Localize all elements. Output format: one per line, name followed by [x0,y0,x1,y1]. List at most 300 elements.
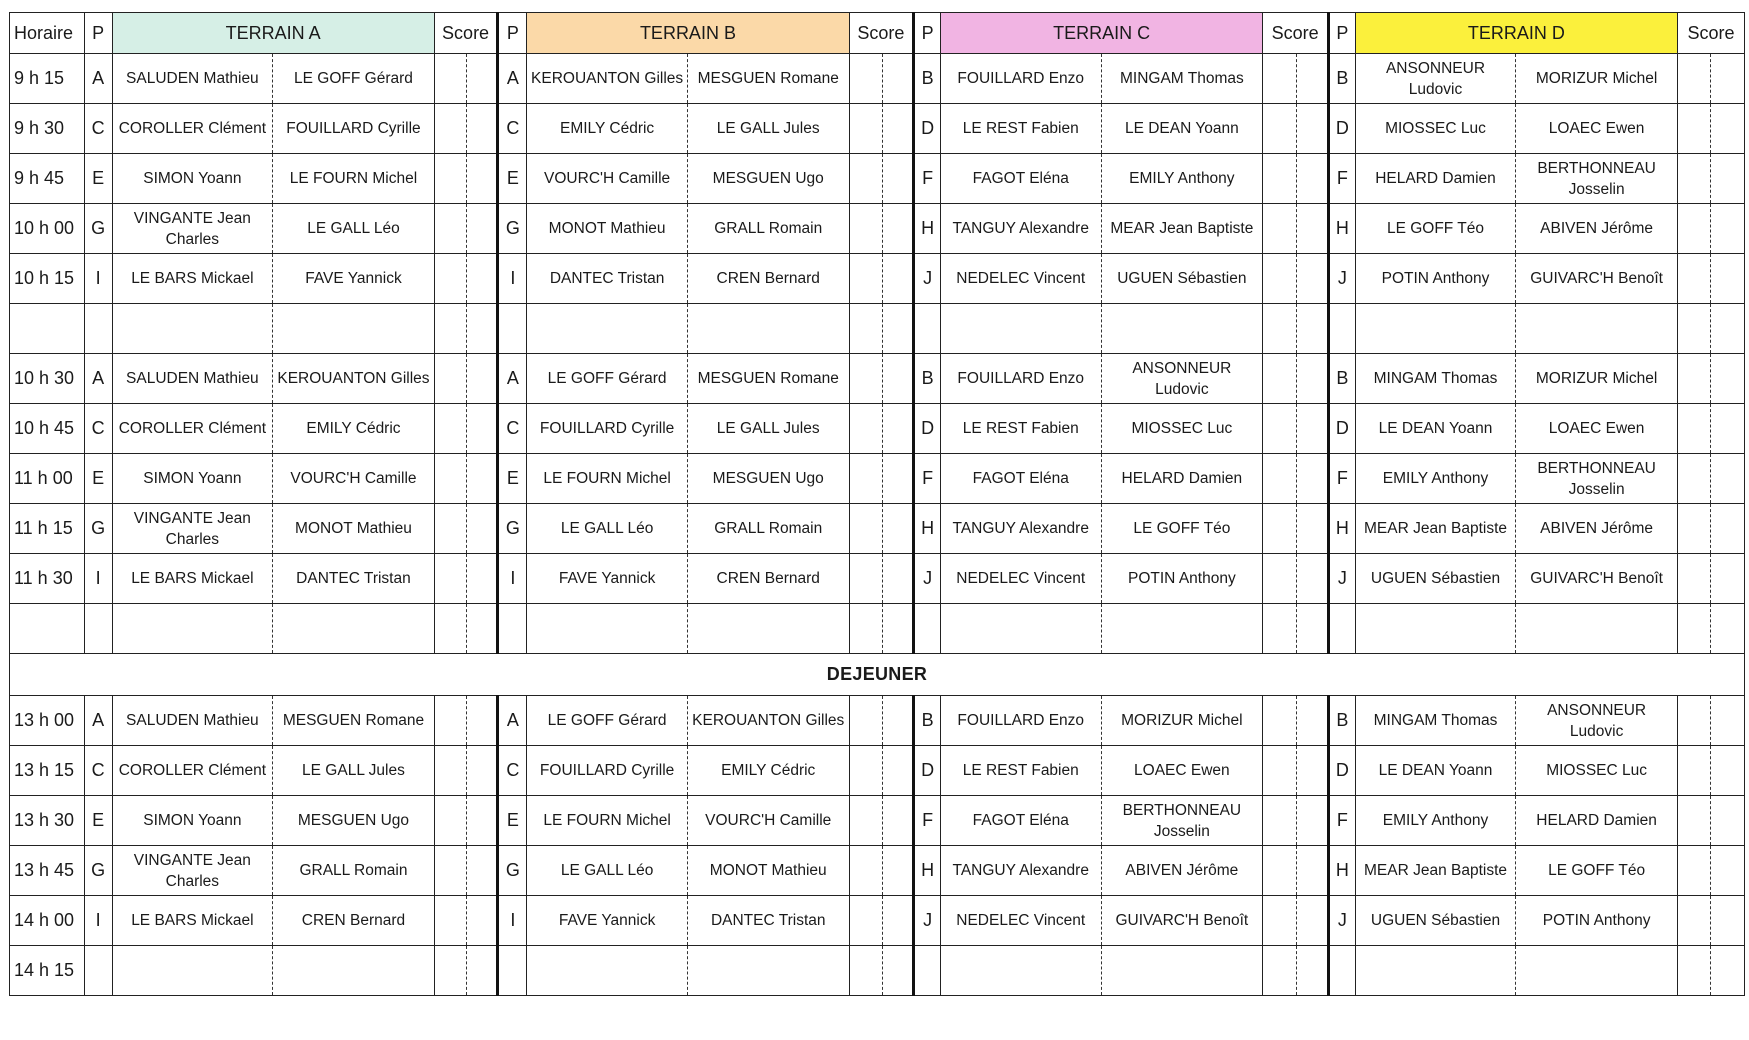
p-cell-empty [914,304,941,354]
spacer-row [10,304,1745,354]
terrain-c-player-2: ANSONNEUR Ludovic [1101,354,1263,404]
terrain-a-player-2: GRALL Romain [273,846,435,896]
score-cell[interactable] [434,354,466,404]
score-cell[interactable] [467,304,498,354]
score-cell[interactable] [1296,946,1328,996]
pool-cell: D [1328,404,1355,454]
pool-cell: E [498,796,527,846]
terrain-c-player-1: TANGUY Alexandre [940,204,1101,254]
score-cell[interactable] [883,404,914,454]
score-cell[interactable] [849,554,882,604]
p-cell-empty [84,304,112,354]
score-cell[interactable] [1711,946,1745,996]
score-cell[interactable] [883,846,914,896]
pool-cell: I [498,254,527,304]
score-cell[interactable] [1263,404,1296,454]
pool-cell: B [1328,354,1355,404]
terrain-c-player-2: MINGAM Thomas [1101,54,1263,104]
player-cell-empty [940,304,1101,354]
terrain-b-player-1: DANTEC Tristan [527,254,688,304]
score-cell[interactable] [1677,54,1710,104]
pool-cell: F [914,154,941,204]
score-cell[interactable] [1296,204,1328,254]
time-cell: 13 h 30 [10,796,85,846]
score-cell[interactable] [1711,896,1745,946]
match-row [10,504,1745,554]
score-cell[interactable] [1677,104,1710,154]
terrain-b-player-1: LE GOFF Gérard [527,696,688,746]
score-cell[interactable] [1711,54,1745,104]
terrain-d-player-2: ABIVEN Jérôme [1516,504,1678,554]
terrain-d-player-2: POTIN Anthony [1516,896,1678,946]
player-cell-empty [687,304,849,354]
score-cell[interactable] [1677,604,1710,654]
score-cell[interactable] [1296,354,1328,404]
terrain-b-player-1: EMILY Cédric [527,104,688,154]
score-cell[interactable] [849,604,882,654]
score-cell[interactable] [434,846,466,896]
lunch-row [10,654,1745,696]
score-cell[interactable] [467,554,498,604]
score-cell[interactable] [434,504,466,554]
score-cell[interactable] [1296,696,1328,746]
score-cell[interactable] [1263,254,1296,304]
p-cell-empty [914,604,941,654]
pool-cell: J [1328,896,1355,946]
pool-cell: E [84,154,112,204]
score-cell[interactable] [1711,154,1745,204]
pool-cell: I [84,896,112,946]
terrain-b-player-1: VOURC'H Camille [527,154,688,204]
pool-cell: G [84,846,112,896]
score-cell[interactable] [1711,204,1745,254]
pool-cell [498,946,527,996]
score-cell[interactable] [849,504,882,554]
score-cell[interactable] [1263,504,1296,554]
pool-cell: B [914,54,941,104]
terrain-a-player-2: LE GALL Léo [273,204,435,254]
score-cell[interactable] [1677,796,1710,846]
terrain-b-player-2: LE GALL Jules [687,104,849,154]
score-cell[interactable] [467,154,498,204]
pool-cell: D [1328,104,1355,154]
p-header: P [914,13,941,54]
score-cell[interactable] [883,746,914,796]
score-cell[interactable] [883,154,914,204]
time-cell: 9 h 15 [10,54,85,104]
terrain-b-player-1: FAVE Yannick [527,554,688,604]
score-cell[interactable] [1711,454,1745,504]
score-cell[interactable] [849,796,882,846]
terrain-c-header: TERRAIN C [940,13,1262,54]
terrain-d-player-1: LE GOFF Téo [1355,204,1516,254]
score-cell[interactable] [467,946,498,996]
score-cell[interactable] [1711,404,1745,454]
pool-cell: D [914,404,941,454]
player-cell-empty [112,304,273,354]
score-cell[interactable] [849,946,882,996]
score-cell[interactable] [1677,696,1710,746]
terrain-c-player-2 [1101,946,1263,996]
terrain-c-player-1: FAGOT Eléna [940,796,1101,846]
score-cell[interactable] [849,204,882,254]
score-cell[interactable] [467,746,498,796]
terrain-b-player-2: CREN Bernard [687,554,849,604]
score-cell[interactable] [434,204,466,254]
terrain-d-player-2: LE GOFF Téo [1516,846,1678,896]
match-row [10,896,1745,946]
terrain-d-player-1: MINGAM Thomas [1355,354,1516,404]
score-cell[interactable] [1263,896,1296,946]
time-cell: 10 h 45 [10,404,85,454]
terrain-c-player-1: LE REST Fabien [940,104,1101,154]
score-cell[interactable] [849,454,882,504]
score-cell[interactable] [1296,104,1328,154]
match-row [10,454,1745,504]
terrain-b-player-2: LE GALL Jules [687,404,849,454]
terrain-c-player-1: TANGUY Alexandre [940,846,1101,896]
pool-cell: C [498,746,527,796]
pool-cell: J [914,254,941,304]
score-cell[interactable] [467,254,498,304]
time-cell: 9 h 45 [10,154,85,204]
terrain-b-player-1: KEROUANTON Gilles [527,54,688,104]
score-cell[interactable] [1677,554,1710,604]
score-cell[interactable] [849,154,882,204]
pool-cell: I [84,254,112,304]
terrain-a-header: TERRAIN A [112,13,434,54]
score-cell[interactable] [1296,454,1328,504]
pool-cell: A [84,54,112,104]
score-header: Score [1677,13,1744,54]
terrain-d-player-1 [1355,946,1516,996]
score-cell[interactable] [434,796,466,846]
score-cell[interactable] [467,604,498,654]
score-cell[interactable] [1677,354,1710,404]
lunch-label: DEJEUNER [10,654,1745,696]
score-cell[interactable] [883,104,914,154]
score-cell[interactable] [434,254,466,304]
score-cell[interactable] [467,204,498,254]
terrain-a-player-2: MESGUEN Romane [273,696,435,746]
score-cell[interactable] [1263,454,1296,504]
score-cell[interactable] [849,404,882,454]
score-cell[interactable] [1263,104,1296,154]
score-cell[interactable] [883,504,914,554]
terrain-d-player-2: LOAEC Ewen [1516,404,1678,454]
score-cell[interactable] [883,896,914,946]
pool-cell: B [914,696,941,746]
terrain-d-player-2: ABIVEN Jérôme [1516,204,1678,254]
terrain-a-player-2: LE GOFF Gérard [273,54,435,104]
score-cell[interactable] [467,504,498,554]
terrain-d-player-1: MINGAM Thomas [1355,696,1516,746]
terrain-a-player-1: SIMON Yoann [112,454,273,504]
score-cell[interactable] [883,204,914,254]
match-row [10,696,1745,746]
pool-cell: I [498,554,527,604]
score-cell[interactable] [883,454,914,504]
p-cell-empty [498,604,527,654]
p-cell-empty [1328,604,1355,654]
score-cell[interactable] [1296,504,1328,554]
score-cell[interactable] [434,746,466,796]
score-cell[interactable] [849,846,882,896]
pool-cell: C [498,404,527,454]
terrain-d-player-1: LE DEAN Yoann [1355,746,1516,796]
terrain-d-player-2 [1516,946,1678,996]
terrain-b-header: TERRAIN B [527,13,849,54]
terrain-b-player-1: FOUILLARD Cyrille [527,404,688,454]
score-cell[interactable] [1711,254,1745,304]
match-row [10,946,1745,996]
score-header: Score [849,13,914,54]
score-cell[interactable] [1296,896,1328,946]
pool-cell: F [1328,796,1355,846]
p-cell-empty [498,304,527,354]
score-cell[interactable] [1263,304,1296,354]
score-cell[interactable] [1677,254,1710,304]
score-cell[interactable] [1263,746,1296,796]
time-cell: 10 h 00 [10,204,85,254]
terrain-d-player-1: POTIN Anthony [1355,254,1516,304]
score-cell[interactable] [883,946,914,996]
score-cell[interactable] [1263,54,1296,104]
score-cell[interactable] [849,104,882,154]
pool-cell: E [498,454,527,504]
p-cell-empty [84,604,112,654]
pool-cell: G [498,504,527,554]
terrain-a-player-1: VINGANTE Jean Charles [112,204,273,254]
score-cell[interactable] [849,746,882,796]
terrain-d-player-1: ANSONNEUR Ludovic [1355,54,1516,104]
score-cell[interactable] [849,54,882,104]
time-cell: 14 h 00 [10,896,85,946]
player-cell-empty [1101,304,1263,354]
terrain-c-player-2: LE GOFF Téo [1101,504,1263,554]
terrain-b-player-2: MESGUEN Ugo [687,154,849,204]
pool-cell: G [498,846,527,896]
terrain-c-player-2: ABIVEN Jérôme [1101,846,1263,896]
score-cell[interactable] [1263,696,1296,746]
score-cell[interactable] [849,354,882,404]
score-cell[interactable] [467,796,498,846]
score-cell[interactable] [467,104,498,154]
terrain-b-player-1: MONOT Mathieu [527,204,688,254]
score-cell[interactable] [467,696,498,746]
score-cell[interactable] [1263,846,1296,896]
terrain-c-player-2: MEAR Jean Baptiste [1101,204,1263,254]
score-cell[interactable] [434,154,466,204]
match-row [10,204,1745,254]
score-cell[interactable] [434,604,466,654]
score-cell[interactable] [883,304,914,354]
score-cell[interactable] [1296,796,1328,846]
score-cell[interactable] [1711,354,1745,404]
score-cell[interactable] [1263,796,1296,846]
match-row [10,254,1745,304]
terrain-d-player-1: UGUEN Sébastien [1355,896,1516,946]
terrain-c-player-2: GUIVARC'H Benoît [1101,896,1263,946]
score-cell[interactable] [1711,746,1745,796]
score-cell[interactable] [1677,846,1710,896]
terrain-a-player-2: FAVE Yannick [273,254,435,304]
pool-cell: E [84,796,112,846]
score-cell[interactable] [1677,154,1710,204]
pool-cell: J [914,896,941,946]
player-cell-empty [1516,304,1678,354]
pool-cell [914,946,941,996]
score-cell[interactable] [1296,846,1328,896]
score-cell[interactable] [1677,454,1710,504]
score-cell[interactable] [434,454,466,504]
score-cell[interactable] [1296,404,1328,454]
terrain-a-player-1: LE BARS Mickael [112,254,273,304]
terrain-b-player-2: EMILY Cédric [687,746,849,796]
pool-cell: E [498,154,527,204]
score-cell[interactable] [1263,154,1296,204]
score-cell[interactable] [1263,354,1296,404]
score-cell[interactable] [1711,846,1745,896]
score-cell[interactable] [1677,504,1710,554]
score-cell[interactable] [1296,154,1328,204]
terrain-a-player-2: EMILY Cédric [273,404,435,454]
score-cell[interactable] [1677,896,1710,946]
score-cell[interactable] [883,254,914,304]
match-row [10,154,1745,204]
score-cell[interactable] [849,696,882,746]
score-cell[interactable] [1711,604,1745,654]
score-cell[interactable] [1711,696,1745,746]
score-cell[interactable] [1677,404,1710,454]
score-cell[interactable] [434,54,466,104]
match-row [10,554,1745,604]
score-cell[interactable] [849,896,882,946]
match-row [10,846,1745,896]
terrain-a-player-1: SIMON Yoann [112,796,273,846]
terrain-b-player-1: LE GALL Léo [527,504,688,554]
spacer-row [10,604,1745,654]
pool-cell: B [1328,54,1355,104]
score-cell[interactable] [434,696,466,746]
score-cell[interactable] [1263,554,1296,604]
terrain-a-player-2: FOUILLARD Cyrille [273,104,435,154]
score-cell[interactable] [467,454,498,504]
score-cell[interactable] [434,896,466,946]
pool-cell: A [498,696,527,746]
terrain-c-player-1: FOUILLARD Enzo [940,354,1101,404]
terrain-b-player-2: MONOT Mathieu [687,846,849,896]
terrain-c-player-2: MORIZUR Michel [1101,696,1263,746]
score-cell[interactable] [434,404,466,454]
score-cell[interactable] [467,54,498,104]
terrain-c-player-2: MIOSSEC Luc [1101,404,1263,454]
score-cell[interactable] [434,104,466,154]
p-header: P [84,13,112,54]
score-cell[interactable] [467,404,498,454]
time-cell: 13 h 15 [10,746,85,796]
score-cell[interactable] [1711,554,1745,604]
score-cell[interactable] [1677,204,1710,254]
terrain-a-player-1: COROLLER Clément [112,746,273,796]
score-cell[interactable] [849,304,882,354]
score-cell[interactable] [467,354,498,404]
terrain-a-player-2: MONOT Mathieu [273,504,435,554]
terrain-b-player-2: DANTEC Tristan [687,896,849,946]
score-cell[interactable] [1677,746,1710,796]
pool-cell: D [1328,746,1355,796]
terrain-d-player-2: GUIVARC'H Benoît [1516,554,1678,604]
terrain-a-player-2 [273,946,435,996]
score-cell[interactable] [1711,104,1745,154]
terrain-d-player-2: BERTHONNEAU Josselin [1516,454,1678,504]
score-cell[interactable] [434,304,466,354]
terrain-c-player-1: FAGOT Eléna [940,454,1101,504]
score-cell[interactable] [883,604,914,654]
score-cell[interactable] [1296,604,1328,654]
score-cell[interactable] [883,354,914,404]
score-cell[interactable] [883,554,914,604]
terrain-d-player-2: LOAEC Ewen [1516,104,1678,154]
terrain-c-player-2: LOAEC Ewen [1101,746,1263,796]
score-cell[interactable] [1711,304,1745,354]
terrain-c-player-2: EMILY Anthony [1101,154,1263,204]
pool-cell: F [1328,154,1355,204]
pool-cell: J [914,554,941,604]
score-cell[interactable] [1263,946,1296,996]
score-cell[interactable] [1711,504,1745,554]
terrain-a-player-1 [112,946,273,996]
player-cell-empty [1516,604,1678,654]
terrain-d-player-1: EMILY Anthony [1355,454,1516,504]
terrain-b-player-1: FAVE Yannick [527,896,688,946]
score-cell[interactable] [434,554,466,604]
score-cell[interactable] [1711,796,1745,846]
pool-cell: F [914,796,941,846]
player-cell-empty [940,604,1101,654]
terrain-b-player-1: LE GOFF Gérard [527,354,688,404]
pool-cell: H [1328,846,1355,896]
score-cell[interactable] [1263,204,1296,254]
score-cell[interactable] [1263,604,1296,654]
terrain-c-player-1: FAGOT Eléna [940,154,1101,204]
score-cell[interactable] [1296,54,1328,104]
score-cell[interactable] [1677,946,1710,996]
pool-cell: J [1328,254,1355,304]
score-cell[interactable] [883,54,914,104]
score-cell[interactable] [883,796,914,846]
player-cell-empty [687,604,849,654]
time-cell: 11 h 30 [10,554,85,604]
score-cell[interactable] [849,254,882,304]
score-cell[interactable] [1296,254,1328,304]
score-cell[interactable] [1296,304,1328,354]
score-cell[interactable] [434,946,466,996]
time-cell: 14 h 15 [10,946,85,996]
terrain-d-player-1: MEAR Jean Baptiste [1355,504,1516,554]
score-cell[interactable] [1296,554,1328,604]
terrain-b-player-2: CREN Bernard [687,254,849,304]
score-cell[interactable] [1296,746,1328,796]
player-cell-empty [1355,604,1516,654]
pool-cell: H [914,504,941,554]
score-cell[interactable] [1677,304,1710,354]
score-cell[interactable] [467,846,498,896]
score-cell[interactable] [467,896,498,946]
score-cell[interactable] [883,696,914,746]
pool-cell: C [84,404,112,454]
player-cell-empty [1355,304,1516,354]
